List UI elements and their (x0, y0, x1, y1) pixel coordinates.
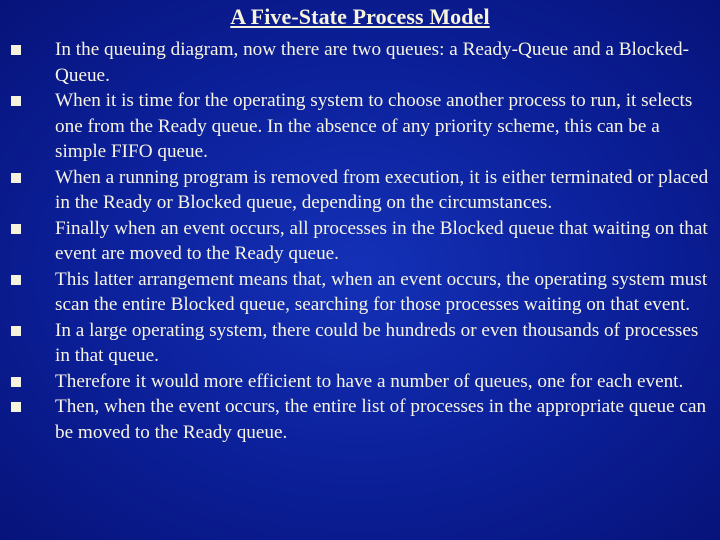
square-bullet-icon (11, 96, 21, 106)
bullet-item (0, 394, 720, 445)
bullet-item (0, 88, 720, 165)
bullet-text: When it is time for the operating system to choose another process to run, it selects one from the Ready queue. In the absence of any priority scheme, this can be a simple FIFO queue. (55, 90, 693, 162)
bullet-list (0, 37, 720, 445)
bullet-text: This latter arrangement means that, when an event occurs, the operating system must scan the entire Blocked queue, searching for those processes waiting on that event. (55, 268, 708, 315)
square-bullet-icon (11, 224, 21, 234)
bullet-item (0, 369, 720, 395)
slide-title: A Five-State Process Model (230, 4, 490, 29)
bullet-item (0, 216, 720, 267)
bullet-text: When a running program is removed from execution, it is either terminated or placed in the Ready or Blocked queue, depending on the circumstances. (55, 166, 709, 213)
bullet-item (0, 267, 720, 318)
square-bullet-icon (11, 402, 21, 412)
square-bullet-icon (11, 377, 21, 387)
bullet-text: Then, when the event occurs, the entire list of processes in the appropriate queue can be moved to the Ready queue. (55, 396, 707, 443)
bullet-text: Finally when an event occurs, all processes in the Blocked queue that waiting on that event are moved to the Ready queue. (55, 217, 708, 264)
bullet-text: In a large operating system, there could be hundreds or even thousands of processes in that queue. (55, 319, 699, 366)
bullet-item (0, 165, 720, 216)
square-bullet-icon (11, 173, 21, 183)
square-bullet-icon (11, 326, 21, 336)
bullet-item (0, 318, 720, 369)
bullet-text: In the queuing diagram, now there are two queues: a Ready-Queue and a Blocked-Queue. (55, 39, 690, 86)
bullet-text: Therefore it would more efficient to have a number of queues, one for each event. (55, 370, 684, 392)
square-bullet-icon (11, 275, 21, 285)
square-bullet-icon (11, 45, 21, 55)
bullet-item (0, 37, 720, 88)
